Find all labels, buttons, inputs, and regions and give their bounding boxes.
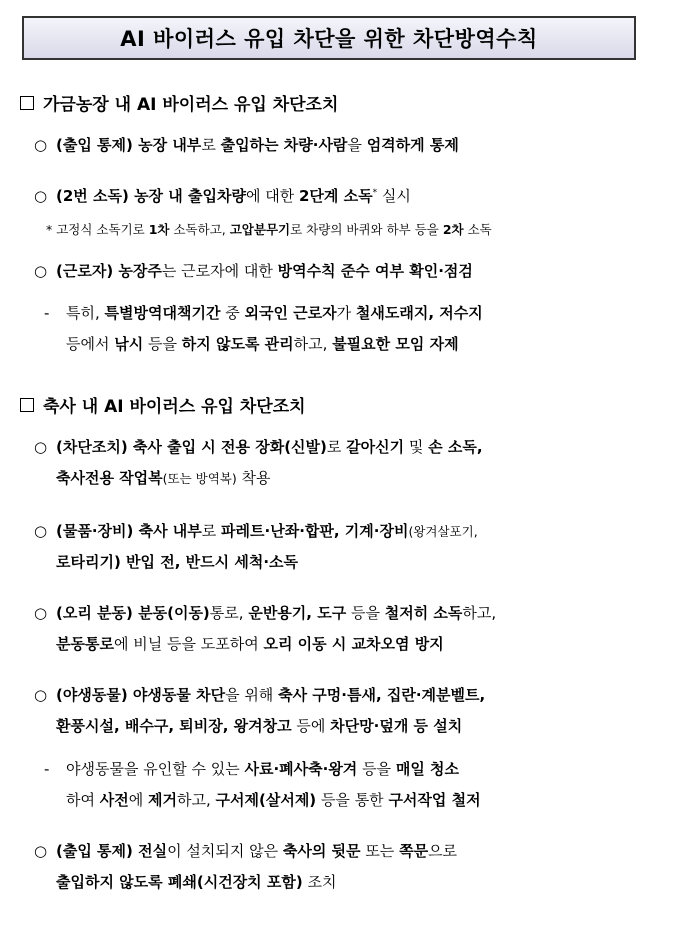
title-box bbox=[22, 16, 636, 60]
page-title: AI 바이러스 유입 차단을 위한 차단방역수칙 bbox=[120, 27, 538, 51]
list-item-blocking-measures: ○ (차단조치) 축사 출입 시 전용 장화(신발)로 갈아신기 및 손 소독, 축사전용 작업복(또는 방역복) 착용 bbox=[34, 432, 640, 494]
dash-bullet: - bbox=[44, 304, 50, 322]
square-bullet-icon bbox=[20, 96, 34, 110]
sub-item-daily-cleaning: - 야생동물을 유인할 수 있는 사료·폐사축·왕겨 등을 매일 청소 하여 사전에 제거하고, 구서제(살서제) 등을 통한 구서작업 철저 bbox=[44, 754, 640, 816]
circle-bullet-icon: ○ bbox=[34, 604, 48, 622]
section-heading-text: 가금농장 내 AI 바이러스 유입 차단조치 bbox=[43, 95, 339, 115]
list-item-wild-animals: ○ (야생동물) 야생동물 차단을 위해 축사 구멍·틈새, 집란·계분벨트, 환풍시설, 배수구, 퇴비장, 왕겨창고 등에 차단망·덮개 등 설치 bbox=[34, 680, 640, 742]
circle-bullet-icon: ○ bbox=[34, 686, 48, 704]
section-heading-text: 축사 내 AI 바이러스 유입 차단조치 bbox=[43, 397, 306, 417]
list-item-workers: ○ (근로자) 농장주는 근로자에 대한 방역수칙 준수 여부 확인·점검 bbox=[34, 256, 640, 287]
section-heading-barn bbox=[20, 392, 306, 417]
list-item-two-step-disinfection: ○ (2번 소독) 농장 내 출입차량에 대한 2단계 소독* 실시 bbox=[34, 178, 640, 212]
list-item-equipment: ○ (물품·장비) 축사 내부로 파레트·난좌·합판, 기계·장비(왕겨살포기, 로타리기) 반입 전, 반드시 세척·소독 bbox=[34, 516, 640, 578]
list-item-duck-transfer: ○ (오리 분동) 분동(이동)통로, 운반용기, 도구 등을 철저히 소독하고, 분동통로에 비닐 등을 도포하여 오리 이동 시 교차오염 방지 bbox=[34, 598, 640, 660]
dash-bullet: - bbox=[44, 760, 50, 778]
sub-item-foreign-workers: - 특히, 특별방역대책기간 중 외국인 근로자가 철새도래지, 저수지 등에서 낚시 등을 하지 않도록 관리하고, 불필요한 모임 자제 bbox=[44, 298, 640, 360]
circle-bullet-icon: ○ bbox=[34, 438, 48, 456]
footnote-disinfection: * 고정식 소독기로 1차 소독하고, 고압분무기로 차량의 바퀴와 하부 등을 2차 소독 bbox=[46, 222, 492, 237]
list-item-entry-control: ○ (출입 통제) 농장 내부로 출입하는 차량·사람을 엄격하게 통제 bbox=[34, 130, 640, 161]
square-bullet-icon bbox=[20, 398, 34, 412]
circle-bullet-icon: ○ bbox=[34, 187, 48, 205]
section-heading-farm bbox=[20, 90, 338, 115]
circle-bullet-icon: ○ bbox=[34, 522, 48, 540]
list-item-door-closure: ○ (출입 통제) 전실이 설치되지 않은 축사의 뒷문 또는 쪽문으로 출입하지 않도록 폐쇄(시건장치 포함) 조치 bbox=[34, 836, 640, 898]
circle-bullet-icon: ○ bbox=[34, 136, 48, 154]
circle-bullet-icon: ○ bbox=[34, 262, 48, 280]
circle-bullet-icon: ○ bbox=[34, 842, 48, 860]
